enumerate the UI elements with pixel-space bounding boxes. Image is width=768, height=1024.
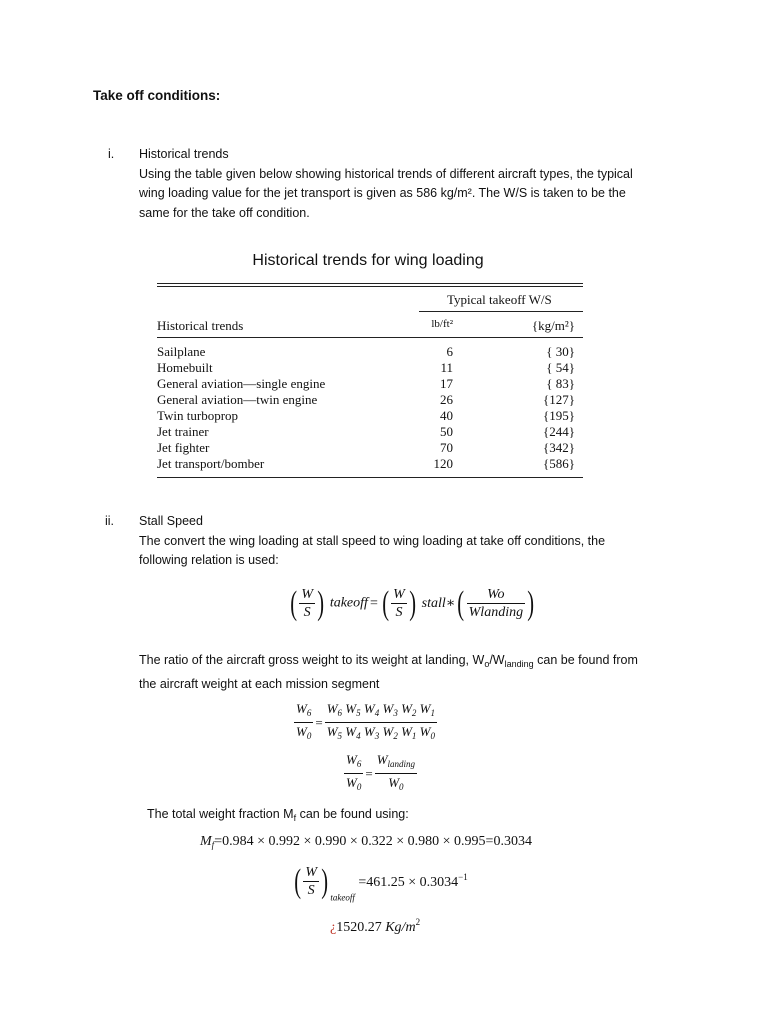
table-group-rule — [419, 311, 583, 312]
table-title: Historical trends for wing loading — [252, 252, 484, 269]
section-1-line-3: same for the take off condition. — [139, 205, 310, 220]
page-heading: Take off conditions: — [93, 88, 221, 103]
equation-ws-takeoff: ( $\frac{W}{S}$ ) $_{takeoff} =461.25 \times 0.3034^{-1}$ — [294, 862, 468, 903]
section-1-line-2: wing loading value for the jet transport is given as 586 kg/m². The W/S is taken to be the — [139, 186, 626, 200]
table-cell-lb: 17 — [440, 376, 453, 391]
table-row — [157, 440, 583, 456]
table-cell-lb: 70 — [440, 440, 453, 455]
table-cell-name: Jet fighter — [157, 440, 210, 455]
table-cell-lb: 50 — [440, 424, 453, 439]
table-cell-lb: 26 — [440, 392, 453, 407]
table-header-row — [157, 318, 583, 334]
table-cell-lb: 6 — [446, 344, 453, 359]
table-cell-name: Sailplane — [157, 344, 206, 359]
wing-loading-table — [157, 252, 587, 482]
table-top-rule-2 — [157, 286, 583, 287]
equation-weight-chain: $\frac{W_6}{W_0}$ = $\frac{W_6 W_5 W_4 W_3 W_2 W_1}{W_5 W_4 W_3 W_2 W_1 W_0}$ — [296, 701, 435, 741]
table-cell-name: Homebuilt — [157, 360, 213, 375]
table-header-rule — [157, 337, 583, 338]
table-row — [157, 392, 583, 408]
equation-mf: $M_f=0.984 \times 0.992 \times 0.990 \times 0.322 \times 0.980 \times 0.995=0.3034$ — [200, 834, 532, 850]
section-2-text — [139, 512, 679, 571]
table-cell-name: General aviation—single engine — [157, 376, 326, 391]
equation-landing-ratio: $\frac{W_6}{W_0}$ = $\frac{W_{landing}}{W_0}$ — [346, 752, 416, 792]
section-2-line-1: The convert the wing loading at stall speed to wing loading at take off conditions, the — [139, 533, 606, 548]
section-2-title: Stall Speed — [139, 514, 203, 528]
table-row — [157, 408, 583, 424]
table-cell-kg: { 83} — [546, 376, 575, 391]
table-col-lb: lb/ft² — [431, 318, 453, 330]
table-cell-kg: {195} — [543, 408, 575, 423]
section-1-line-1: Using the table given below showing historical trends of different aircraft types, the typical — [139, 166, 633, 181]
mf-paragraph: The total weight fraction $M_f$ can be found using: — [147, 807, 409, 823]
table-col-name: Historical trends — [157, 318, 244, 333]
table-cell-kg: {342} — [543, 440, 575, 455]
table-cell-kg: {586} — [543, 456, 575, 471]
section-1-numeral: i. — [108, 147, 115, 161]
table-top-rule — [157, 283, 583, 284]
table-cell-name: Twin turboprop — [157, 408, 239, 423]
equation-result: ¿1520.27 $Kg/m^2$ — [330, 917, 421, 935]
table-cell-kg: { 54} — [546, 360, 575, 375]
table-row — [157, 424, 583, 440]
equation-stall-to-takeoff: ( $\frac{W}{S}$ ) takeoff = ( $\frac{W}{S}$ ) stall∗( $\frac{Wo}{\text{Wlanding}}$ ) — [290, 584, 535, 622]
section-1-text — [139, 145, 679, 223]
table-bottom-rule — [157, 477, 583, 478]
section-1-title: Historical trends — [139, 147, 229, 161]
ratio-paragraph: The ratio of the aircraft gross weight to its weight at landing, $W_o/W_{landing}$ can be found from the aircraft weight at each mission segment — [139, 653, 638, 691]
table-col-kg: {kg/m²} — [531, 318, 575, 333]
table-group-header: Typical takeoff W/S — [447, 292, 552, 307]
table-cell-lb: 120 — [433, 456, 453, 471]
table-row — [157, 360, 583, 376]
table-cell-name: Jet trainer — [157, 424, 209, 439]
table-cell-name: Jet transport/bomber — [157, 456, 265, 471]
table-cell-name: General aviation—twin engine — [157, 392, 318, 407]
table-row — [157, 376, 583, 392]
table-cell-kg: { 30} — [546, 344, 575, 359]
section-2-line-2: following relation is used: — [139, 553, 279, 567]
table-cell-kg: {127} — [543, 392, 575, 407]
table-row — [157, 456, 583, 472]
table-cell-lb: 11 — [440, 360, 453, 375]
table-row — [157, 344, 583, 360]
table-cell-lb: 40 — [440, 408, 453, 423]
table-cell-kg: {244} — [543, 424, 575, 439]
section-2-numeral: ii. — [105, 514, 115, 528]
